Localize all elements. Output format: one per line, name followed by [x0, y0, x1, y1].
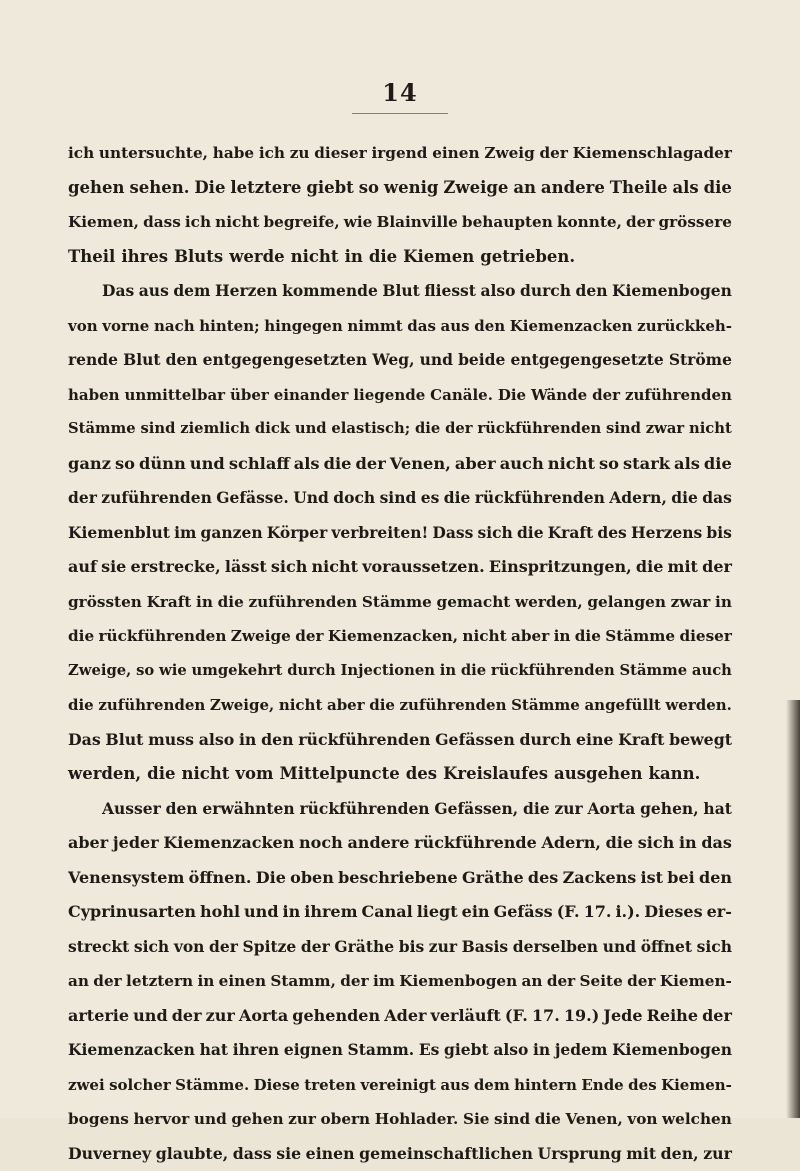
- text-line: haben unmittelbar über einander liegende Canäle. Die Wände der zuführenden: [68, 378, 732, 413]
- text-line: die zuführenden Zweige, nicht aber die zuführenden Stämme angefüllt werden.: [68, 688, 732, 723]
- text-line: Venensystem öffnen. Die oben beschriebene Gräthe des Zackens ist bei den: [68, 861, 732, 896]
- body-text: [68, 136, 732, 1171]
- text-line: grössten Kraft in die zuführenden Stämme gemacht werden, gelangen zwar in: [68, 585, 732, 620]
- text-line: der zuführenden Gefässe. Und doch sind es die rückführenden Adern, die das: [68, 481, 732, 516]
- header-rule: [352, 113, 448, 114]
- text-line: arterie und der zur Aorta gehenden Ader verläuft (F. 17. 19.) Jede Reihe der: [68, 999, 732, 1034]
- text-line: Theil ihres Bluts werde nicht in die Kiemen getrieben.: [68, 240, 732, 275]
- text-line: Kiemenzacken hat ihren eignen Stamm. Es giebt also in jedem Kiemenbogen: [68, 1033, 732, 1068]
- text-line: Das Blut muss also in den rückführenden Gefässen durch eine Kraft bewegt: [68, 723, 732, 758]
- text-line: Ausser den erwähnten rückführenden Gefässen, die zur Aorta gehen, hat: [68, 792, 732, 827]
- text-line: Duverney glaubte, dass sie einen gemeinschaftlichen Ursprung mit den, zur: [68, 1137, 732, 1171]
- text-line: auf sie erstrecke, lässt sich nicht voraussetzen. Einspritzungen, die mit der: [68, 550, 732, 585]
- text-line: Kiemen, dass ich nicht begreife, wie Blainville behaupten konnte, der grössere: [68, 205, 732, 240]
- text-line: Cyprinusarten hohl und in ihrem Canal liegt ein Gefäss (F. 17. i.). Dieses er-: [68, 895, 732, 930]
- text-line: Stämme sind ziemlich dick und elastisch; die der rückführenden sind zwar nicht: [68, 412, 732, 447]
- text-line: von vorne nach hinten; hingegen nimmt das aus den Kiemenzacken zurückkeh-: [68, 309, 732, 344]
- page-edge-shadow: [786, 700, 800, 1118]
- text-line: streckt sich von der Spitze der Gräthe bis zur Basis derselben und öffnet sich: [68, 930, 732, 965]
- text-line: Kiemenblut im ganzen Körper verbreiten! Dass sich die Kraft des Herzens bis: [68, 516, 732, 551]
- text-line: die rückführenden Zweige der Kiemenzacken, nicht aber in die Stämme dieser: [68, 619, 732, 654]
- text-line: Zweige, so wie umgekehrt durch Injectionen in die rückführenden Stämme auch: [68, 654, 732, 689]
- text-line: rende Blut den entgegengesetzten Weg, und beide entgegengesetzte Ströme: [68, 343, 732, 378]
- text-line: aber jeder Kiemenzacken noch andere rückführende Adern, die sich in das: [68, 826, 732, 861]
- text-line: gehen sehen. Die letztere giebt so wenig Zweige an andere Theile als die: [68, 171, 732, 206]
- text-line: an der letztern in einen Stamm, der im Kiemenbogen an der Seite der Kiemen-: [68, 964, 732, 999]
- text-line: werden, die nicht vom Mittelpuncte des Kreislaufes ausgehen kann.: [68, 757, 732, 792]
- text-line: ich untersuchte, habe ich zu dieser irgend einen Zweig der Kiemenschlagader: [68, 136, 732, 171]
- text-line: bogens hervor und gehen zur obern Hohlader. Sie sind die Venen, von welchen: [68, 1102, 732, 1137]
- text-line: ganz so dünn und schlaff als die der Venen, aber auch nicht so stark als die: [68, 447, 732, 482]
- page-number: 14: [0, 78, 800, 107]
- text-line: zwei solcher Stämme. Diese treten vereinigt aus dem hintern Ende des Kiemen-: [68, 1068, 732, 1103]
- text-line: Das aus dem Herzen kommende Blut fliesst also durch den Kiemenbogen: [68, 274, 732, 309]
